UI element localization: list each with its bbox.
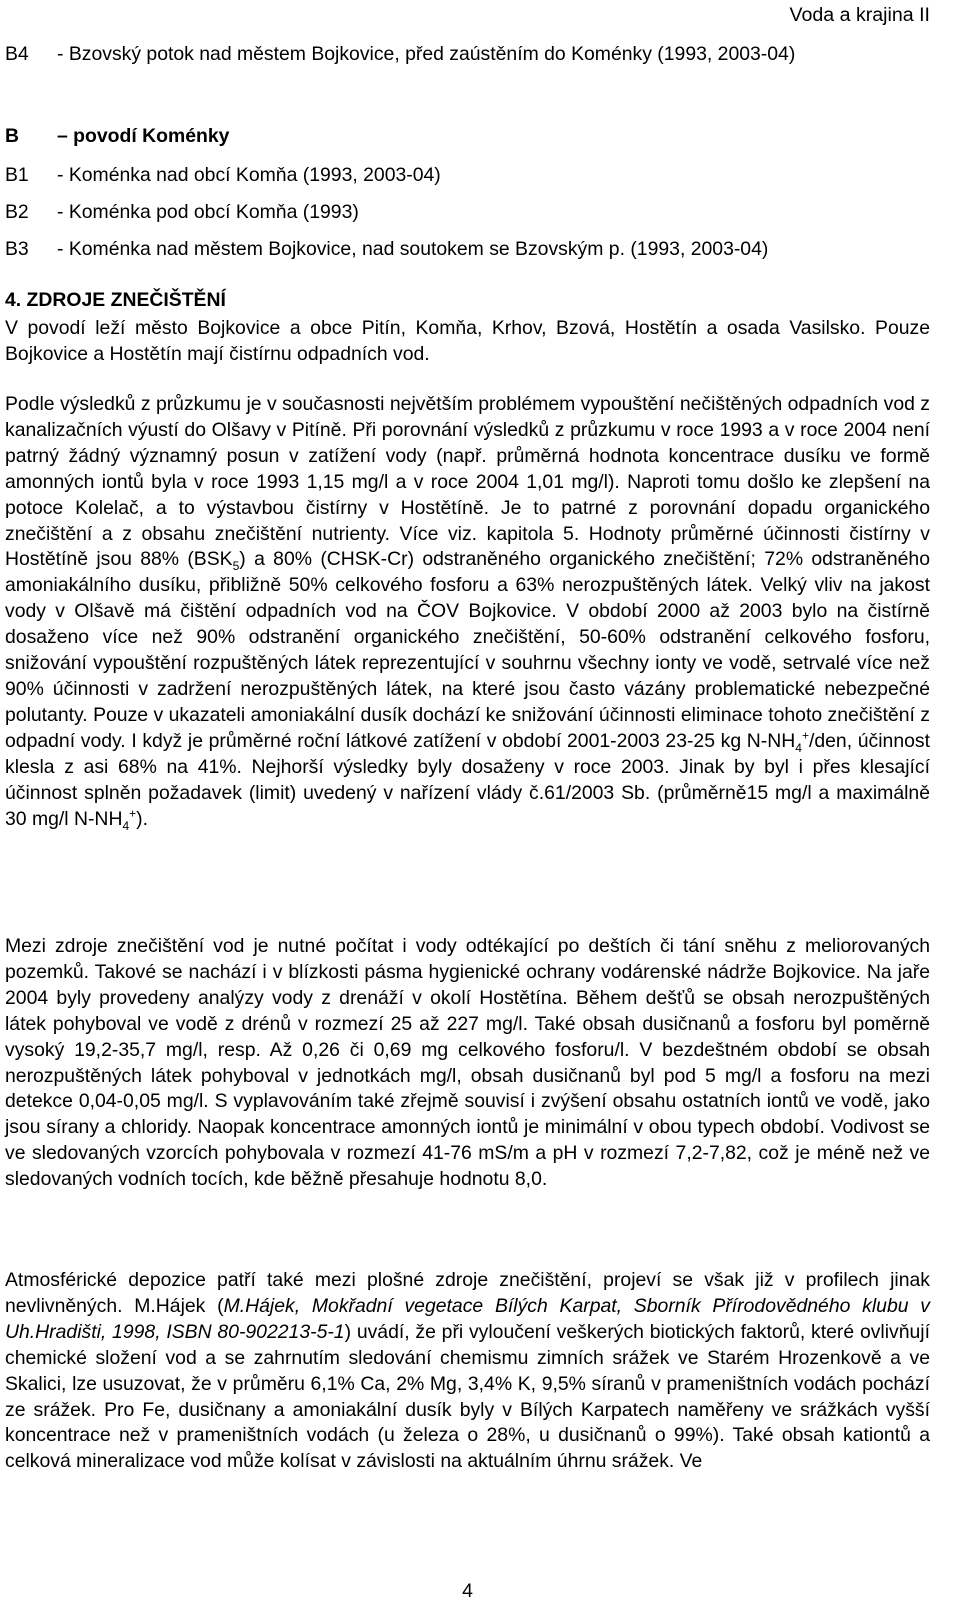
item-code: B2 — [5, 201, 29, 223]
page-number: 4 — [462, 1580, 473, 1602]
p2-superscript: + — [129, 806, 137, 821]
p4-part-a: Atmosférické depozice patří také mezi plošné zdroje znečištění, projeví se však již v profilech jinak nevlivněných. M.Hájek ( — [5, 1269, 930, 1317]
paragraph-1: V povodí leží město Bojkovice a obce Pitín, Komňa, Krhov, Bzová, Hostětín a osada Vasilsko. Pouze Bojkovice a Hostětín mají čistírnu odpadních vod. — [5, 317, 930, 365]
item-code: B3 — [5, 238, 29, 260]
basin-code: B — [5, 125, 20, 147]
item-code: B4 — [5, 43, 29, 65]
list-item-b3 — [5, 236, 768, 262]
p2-subscript: 5 — [232, 559, 240, 574]
p2-part-d: ). — [136, 807, 149, 830]
item-code: B1 — [5, 164, 29, 186]
p2-part-c: /den, účinnost klesla z asi 68% na 41%. Nejhorší výsledky byly dosaženy v roce 2003. Jinak by byl i přes klesající účinnost splněn požadavek (limit) uvedený v nařízení vlády č.61/2003 Sb. (průměrně15 mg/l a maximálně 30 mg/l N-NH — [5, 729, 930, 830]
item-text: - Koménka nad městem Bojkovice, nad soutokem se Bzovským p. (1993, 2003-04) — [57, 238, 769, 260]
list-item-b4 — [5, 41, 795, 67]
p2-subscript: 4 — [795, 740, 802, 755]
basin-heading — [5, 123, 229, 149]
p2-superscript: + — [801, 728, 809, 743]
item-text: - Koménka nad obcí Komňa (1993, 2003-04) — [57, 164, 441, 186]
paragraph-3: Mezi zdroje znečištění vod je nutné počítat i vody odtékající po deštích či tání sněhu z meliorovaných pozemků. Takové se nachází i v blízkosti pásma hygienické ochrany vodárenské nádrže Bojkovice. Na jaře 2004 byly provedeny analýzy vody z drenáží v okolí Hostětína. Během dešťů se obsah nerozpuštěných látek pohyboval ve vodě z drénů v rozmezí 25 až 227 mg/l. Také obsah dusičnanů a fosforu byl poměrně vysoký 19,2-35,7 mg/l, resp. Až 0,26 či 0,69 mg celkového fosforu/l. V bezdeštném období se obsah nerozpuštěných látek pohyboval v jednotkách mg/l, obsah dusičnanů byl pod 5 mg/l a fosforu na mezi detekce 0,04-0,05 mg/l. S vyplavováním také zřejmě souvisí i zvýšení obsahu ostatních iontů ve vodě, jako jsou sírany a chloridy. Naopak koncentrace amonných iontů je minimální v obou typech období. Vodivost se ve sledovaných vzorcích pohybovala v rozmezí 41-76 mS/m a pH v rozmezí 7,2-7,82, což je méně než ve sledovaných vodních tocích, kde běžně přesahuje hodnotu 8,0. — [5, 935, 930, 1191]
basin-title: – povodí Koménky — [57, 125, 230, 147]
paragraph-2 — [5, 392, 930, 832]
paragraph-4 — [5, 1268, 930, 1475]
item-text: - Bzovský potok nad městem Bojkovice, před zaústěním do Koménky (1993, 2003-04) — [57, 43, 796, 65]
p2-subscript: 4 — [122, 818, 130, 833]
p2-part-b: ) a 80% (CHSK-Cr) odstraněného organického znečištění; 72% odstraněného amoniakálního dusíku, přibližně 50% celkového fosforu a 63% nerozpuštěných látek. Velký vliv na jakost vody v Olšavě má čištění odpadních vod na ČOV Bojkovice. V období 2000 až 2003 bylo na čistírně dosaženo více než 90% odstranění organického znečištění, 50-60% odstranění celkového fosforu, snižování vypouštění rozpuštěných látek reprezentující v souhrnu všechny ionty ve vodě, setrvalé více než 90% účinnosti v zadržení nerozpuštěných látek, na které jsou často vázány problematické nebezpečné polutanty. Pouze v ukazateli amoniakální dusík dochází ke snižování účinnosti eliminace tohoto znečištění z odpadní vody. I když je průměrné roční látkové zatížení v období 2001-2003 23-25 kg N-NH — [5, 548, 930, 752]
p4-part-b: ) uvádí, že při vyloučení veškerých biotických faktorů, které ovlivňují chemické složení vod a se zahrnutím sledování chemismu zimních srážek ve Starém Hrozenkově a ve Skalici, lze usuzovat, že v průměru 6,1% Ca, 2% Mg, 3,4% K, 9,5% síranů v prameništních vodách pochází ze srážek. Pro Fe, dusičnany a amoniakální dusík byly v Bílých Karpatech naměřeny ve srážkách vyšší koncentrace než v prameništních vodách (u železa o 28%, u dusičnanů o 99%). Také obsah kationtů a celková mineralizace vod může kolísat v závislosti na aktuálním úhrnu srážek. Ve — [5, 1320, 930, 1473]
p2-part-a: Podle výsledků z průzkumu je v současnosti největším problémem vypouštění nečištěných odpadních vod z kanalizačních výustí do Olšavy v Pitíně. Při porovnání výsledků z průzkumu v roce 1993 a v roce 2004 není patrný žádný významný posun v zatížení vody (např. průměrná hodnota koncentrace dusíku ve formě amonných iontů byla v roce 1993 1,15 mg/l a v roce 2004 1,01 mg/l). Naproti tomu došlo ke zlepšení na potoce Kolelač, a to výstavbou čistírny v Hostětíně. Je to patrné z porovnání dopadu organického znečištění a z obsahu znečištění nutrienty. Více viz. kapitola 5. Hodnoty průměrné účinnosti čistírny v Hostětíně jsou 88% (BSK — [5, 393, 930, 571]
list-item-b1 — [5, 162, 441, 188]
p4-citation: M.Hájek, Mokřadní vegetace Bílých Karpat, Sborník Přírodovědného klubu v Uh.Hradišti, 1998, ISBN 80-902213-5-1 — [5, 1294, 930, 1343]
list-item-b2 — [5, 199, 359, 225]
running-header: Voda a krajina II — [789, 4, 930, 26]
section-title: 4. ZDROJE ZNEČIŠTĚNÍ — [5, 289, 226, 311]
item-text: - Koménka pod obcí Komňa (1993) — [57, 201, 359, 223]
